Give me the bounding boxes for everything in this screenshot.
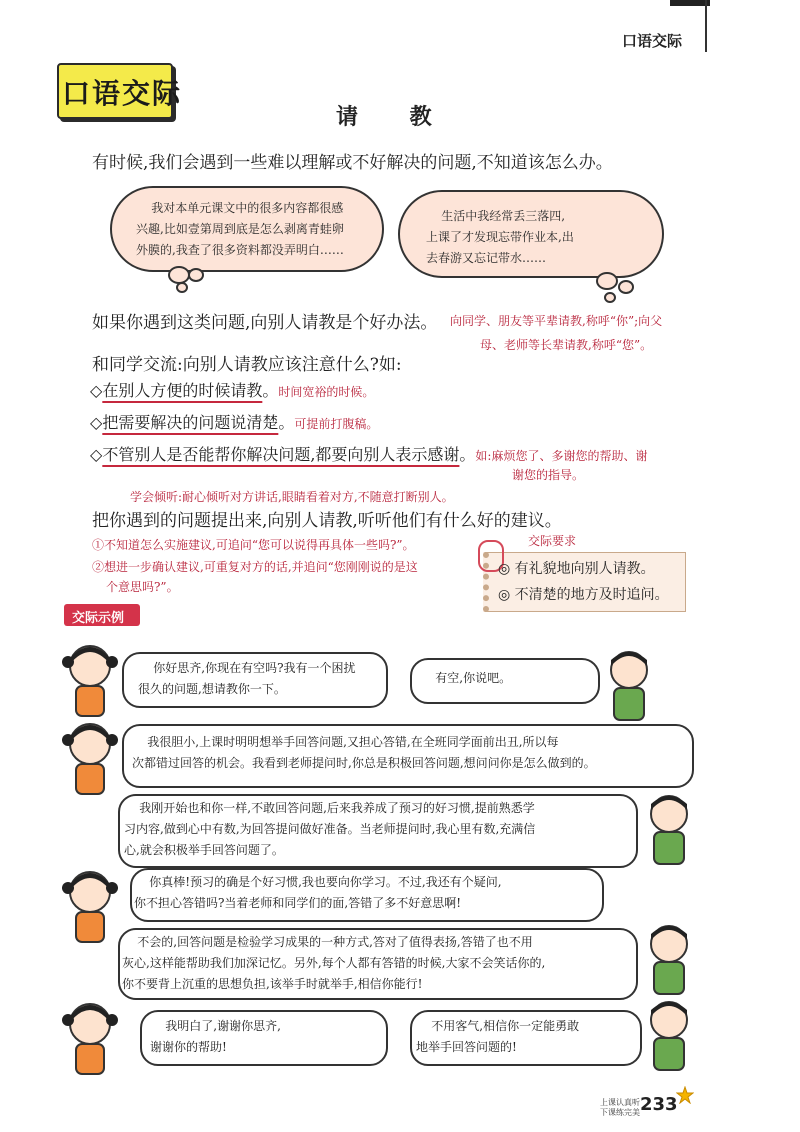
bullet-text: 把需要解决的问题说清楚 xyxy=(102,413,279,432)
main-line-2: 和同学交流:向别人请教应该注意什么?如: xyxy=(92,355,402,375)
thought-cloud-right-text: 生活中我经常丢三落四, 上课了才发现忘带作业本,出 去春游又忘记带水…… xyxy=(426,209,574,265)
bullet-mark: ◇ xyxy=(90,413,103,432)
bullet-end: 。 xyxy=(262,381,279,400)
dialog-line: 我明白了,谢谢你思齐, 谢谢你的帮助! xyxy=(150,1019,281,1054)
girl-avatar xyxy=(60,866,120,946)
thought-dot xyxy=(618,280,634,294)
bullet-mark: ◇ xyxy=(90,381,103,400)
dialog-line: 有空,你说吧。 xyxy=(420,671,512,685)
bullet-note: 可提前打腹稿。 xyxy=(294,417,379,431)
bullet-row xyxy=(90,410,378,433)
dialog-line: 你好思齐,你现在有空吗?我有一个困扰 很久的问题,想请教你一下。 xyxy=(138,661,356,696)
thought-dot xyxy=(168,266,190,284)
bullet-row xyxy=(90,442,647,465)
intro-text: 有时候,我们会遇到一些难以理解或不好解决的问题,不知道该怎么办。 xyxy=(92,153,613,173)
bullet-text: 不管别人是否能帮你解决问题,都要向别人表示感谢 xyxy=(102,445,460,464)
page-number: 233 xyxy=(640,1094,678,1115)
main-line-3: 把你遇到的问题提出来,向别人请教,听听他们有什么好的建议。 xyxy=(92,511,562,531)
thought-cloud-left-text: 我对本单元课文中的很多内容都很感 兴趣,比如壹第周到底是怎么剥离青蛙卵 外膜的,我查了很多资料都没弄明白…… xyxy=(136,201,344,257)
star-icon xyxy=(676,1086,694,1104)
boy-avatar xyxy=(644,790,694,868)
dialog-line: 我刚开始也和你一样,不敢回答问题,后来我养成了预习的好习惯,提前熟悉学 习内容,做到心中有数,为回答提问做好准备。当老师提问时,我心里有数,充满信 心,就会积极举手回答问题了。 xyxy=(124,801,536,857)
bullet-row xyxy=(90,378,374,401)
boy-avatar xyxy=(644,920,694,998)
main-line-1: 如果你遇到这类问题,向别人请教是个好办法。 xyxy=(92,313,438,333)
requirement-item: ◎ 不清楚的地方及时追问。 xyxy=(498,587,669,603)
bullet-note-cont: 谢您的指导。 xyxy=(512,468,585,482)
girl-avatar xyxy=(60,718,120,798)
dialog-line: 不会的,回答问题是检验学习成果的一种方式,答对了值得表扬,答错了也不用 灰心,这样能帮助我们加深记忆。另外,每个人都有答错的时候,大家不会笑话你的, 你不要背上沉重的思想负担,该举手时就举手,相信你能行! xyxy=(122,935,546,991)
requirements-title: 交际要求 xyxy=(528,534,577,548)
girl-avatar xyxy=(60,640,120,720)
requirement-item: ◎ 有礼貌地向别人请教。 xyxy=(498,561,655,577)
bullet-end: 。 xyxy=(278,413,295,432)
dialog-line: 不用客气,相信你一定能勇敢 地举手回答问题的! xyxy=(416,1019,580,1054)
example-tag-label: 交际示例 xyxy=(72,611,125,626)
header-tab-mark xyxy=(670,0,710,6)
bullet-mark: ◇ xyxy=(90,445,103,464)
section-title: 口语交际 xyxy=(62,77,183,110)
thought-dot xyxy=(604,292,616,303)
bullet-note: 如:麻烦您了、多谢您的帮助、谢 xyxy=(475,449,648,463)
girl-avatar xyxy=(60,998,120,1078)
header-divider xyxy=(705,0,707,52)
boy-avatar xyxy=(644,996,694,1074)
header-label: 口语交际 xyxy=(622,32,683,50)
bullet-text: 在别人方便的时候请教 xyxy=(102,381,263,400)
bullet-note: 时间宽裕的时候。 xyxy=(278,385,375,399)
footer-slogan: 上课认真听 下课练完美 xyxy=(600,1098,640,1117)
dialog-line: 我很胆小,上课时明明想举手回答问题,又担心答错,在全班同学面前出丑,所以每 次都错过回答的机会。我看到老师提问时,你总是积极回答问题,想问问你是怎么做到的。 xyxy=(132,735,596,770)
lesson-title: 请 教 xyxy=(336,104,454,130)
tip-1: ①不知道怎么实施建议,可追问“您可以说得再具体一些吗?”。 xyxy=(92,538,415,552)
note-address-2: 母、老师等长辈请教,称呼“您”。 xyxy=(480,338,653,352)
boy-avatar xyxy=(604,646,654,724)
listen-note: 学会倾听:耐心倾听对方讲话,眼睛看着对方,不随意打断别人。 xyxy=(130,490,454,504)
thought-dot xyxy=(188,268,204,282)
tip-2a: ②想进一步确认建议,可重复对方的话,并追问“您刚刚说的是这 xyxy=(92,560,418,574)
bullet-end: 。 xyxy=(459,445,476,464)
thought-dot xyxy=(596,272,618,290)
tip-2b: 个意思吗?”。 xyxy=(106,580,179,594)
thought-dot xyxy=(176,282,188,293)
dialog-line: 你真棒!预习的确是个好习惯,我也要向你学习。不过,我还有个疑问, 你不担心答错吗?当着老师和同学们的面,答错了多不好意思啊! xyxy=(134,875,502,910)
note-address-1: 向同学、朋友等平辈请教,称呼“你”;向父 xyxy=(450,314,663,328)
